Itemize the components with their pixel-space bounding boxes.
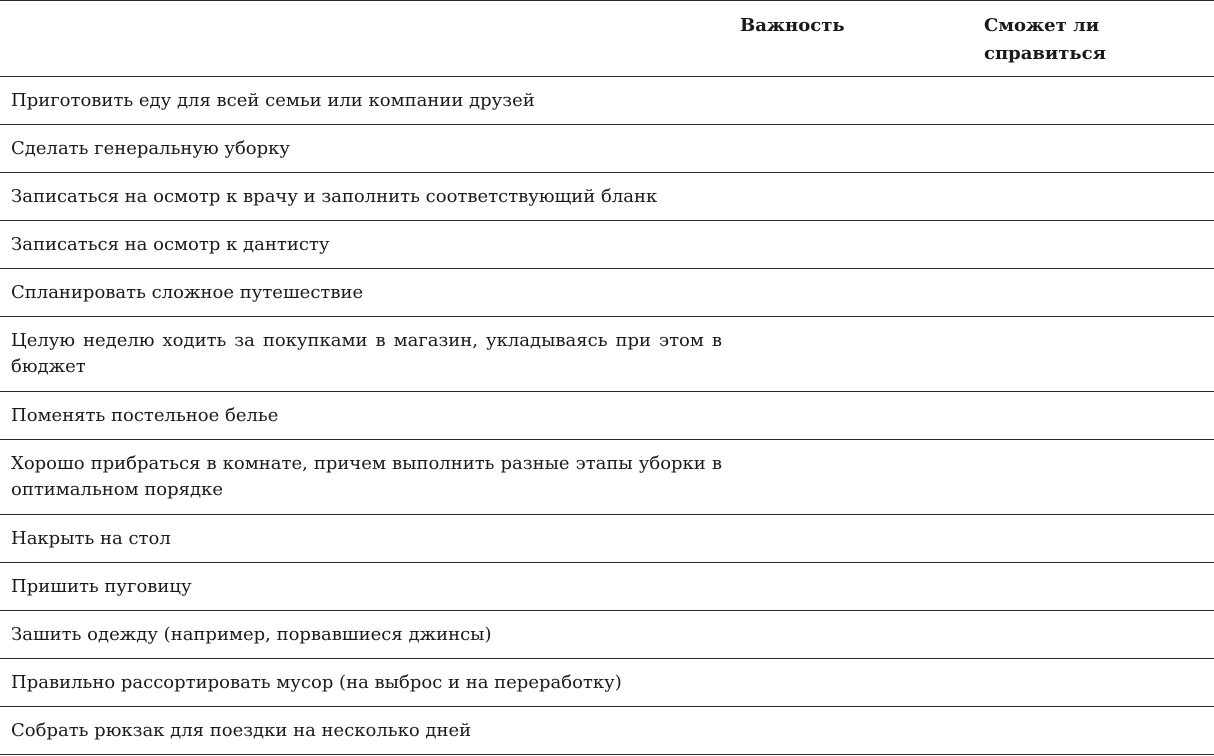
task-cell: Записаться на осмотр к дантисту <box>0 221 730 269</box>
task-cell: Пришить пуговицу <box>0 563 730 611</box>
header-importance: Важность <box>730 1 972 77</box>
can-handle-cell <box>972 392 1214 440</box>
importance-cell <box>730 221 972 269</box>
table-row <box>0 659 1214 707</box>
table-row <box>0 611 1214 659</box>
task-cell: Приготовить еду для всей семьи или компании друзей <box>0 77 730 125</box>
table-row <box>0 515 1214 563</box>
task-cell: Собрать рюкзак для поездки на несколько дней <box>0 707 730 755</box>
importance-cell <box>730 440 972 515</box>
importance-cell <box>730 77 972 125</box>
can-handle-cell <box>972 515 1214 563</box>
can-handle-cell <box>972 659 1214 707</box>
can-handle-cell <box>972 317 1214 392</box>
importance-cell <box>730 317 972 392</box>
can-handle-cell <box>972 125 1214 173</box>
table-row <box>0 440 1214 515</box>
table-row <box>0 269 1214 317</box>
can-handle-cell <box>972 563 1214 611</box>
table-row <box>0 77 1214 125</box>
importance-cell <box>730 659 972 707</box>
task-cell: Поменять постельное белье <box>0 392 730 440</box>
task-cell: Правильно рассортировать мусор (на выброс и на переработку) <box>0 659 730 707</box>
can-handle-cell <box>972 707 1214 755</box>
can-handle-cell <box>972 440 1214 515</box>
table-row <box>0 392 1214 440</box>
task-cell: Хорошо прибраться в комнате, причем выполнить разные этапы уборки в оптимальном порядке <box>0 440 730 515</box>
header-can-handle: Сможет ли справиться <box>972 1 1214 77</box>
can-handle-cell <box>972 173 1214 221</box>
task-cell: Спланировать сложное путешествие <box>0 269 730 317</box>
can-handle-cell <box>972 611 1214 659</box>
task-cell: Зашить одежду (например, порвавшиеся джинсы) <box>0 611 730 659</box>
header-task <box>0 1 730 77</box>
can-handle-cell <box>972 269 1214 317</box>
table-row <box>0 125 1214 173</box>
header-row <box>0 1 1214 77</box>
table-row <box>0 563 1214 611</box>
task-cell: Накрыть на стол <box>0 515 730 563</box>
table-row <box>0 173 1214 221</box>
importance-cell <box>730 173 972 221</box>
importance-cell <box>730 125 972 173</box>
task-cell: Сделать генеральную уборку <box>0 125 730 173</box>
table-row <box>0 317 1214 392</box>
importance-cell <box>730 392 972 440</box>
can-handle-cell <box>972 77 1214 125</box>
task-cell: Целую неделю ходить за покупками в магазин, укладываясь при этом в бюджет <box>0 317 730 392</box>
importance-cell <box>730 611 972 659</box>
importance-cell <box>730 707 972 755</box>
importance-cell <box>730 563 972 611</box>
importance-cell <box>730 269 972 317</box>
table-row <box>0 221 1214 269</box>
task-cell: Записаться на осмотр к врачу и заполнить соответствующий бланк <box>0 173 730 221</box>
can-handle-cell <box>972 221 1214 269</box>
table-row <box>0 707 1214 755</box>
importance-cell <box>730 515 972 563</box>
